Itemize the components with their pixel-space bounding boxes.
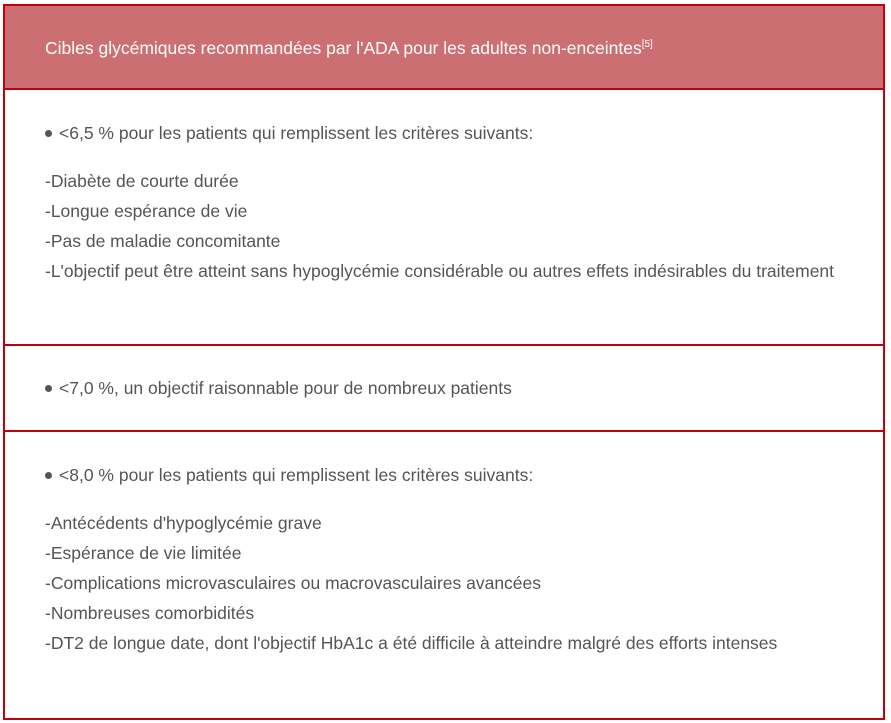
bullet-icon: [45, 130, 52, 137]
criteria-item: -Espérance de vie limitée: [45, 543, 242, 563]
criteria-item: -Diabète de courte durée: [45, 171, 239, 191]
glycemic-targets-table: [3, 4, 885, 720]
criteria-item: -L'objectif peut être atteint sans hypoglycémie considérable ou autres effets indésirables du traitement: [45, 261, 835, 281]
target-text: <8,0 % pour les patients qui remplissent les critères suivants:: [59, 464, 534, 485]
bullet-icon: [45, 385, 52, 392]
target-text: <6,5 % pour les patients qui remplissent les critères suivants:: [59, 122, 534, 143]
table-header: [5, 6, 883, 90]
criteria-item: -Pas de maladie concomitante: [45, 231, 281, 251]
reference-link[interactable]: [5]: [641, 39, 653, 51]
target-row-8-0: [5, 432, 883, 718]
target-text: <7,0 %, un objectif raisonnable pour de nombreux patients: [59, 377, 512, 398]
table-title: Cibles glycémiques recommandées par l'ADA pour les adultes non-enceintes: [45, 38, 642, 58]
criteria-item: -DT2 de longue date, dont l'objectif HbA1c a été difficile à atteindre malgré des efforts intenses: [45, 633, 778, 653]
criteria-item: -Antécédents d'hypoglycémie grave: [45, 513, 322, 533]
bullet-icon: [45, 472, 52, 479]
criteria-item: -Complications microvasculaires ou macrovasculaires avancées: [45, 573, 542, 593]
target-row-6-5: [5, 90, 883, 346]
criteria-item: -Nombreuses comorbidités: [45, 603, 255, 623]
criteria-item: -Longue espérance de vie: [45, 201, 248, 221]
target-row-7-0: [5, 346, 883, 432]
